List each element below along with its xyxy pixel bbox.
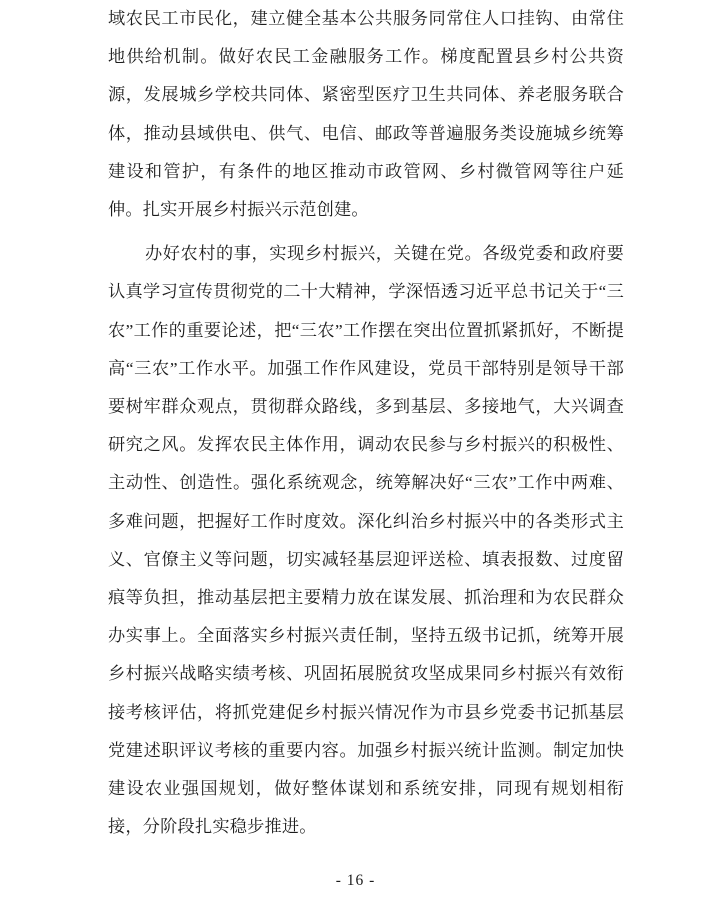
page-body (108, 0, 624, 846)
paragraph-2: 办好农村的事，实现乡村振兴，关键在党。各级党委和政府要认真学习宣传贯彻党的二十大精神，学深悟透习近平总书记关于“三农”工作的重要论述，把“三农”工作摆在突出位置抓紧抓好，不断提高“三农”工作水平。加强工作作风建设，党员干部特别是领导干部要树牢群众观点，贯彻群众路线，多到基层、多接地气，大兴调查研究之风。发挥农民主体作用，调动农民参与乡村振兴的积极性、主动性、创造性。强化系统观念，统筹解决好“三农”工作中两难、多难问题，把握好工作时度效。深化纠治乡村振兴中的各类形式主义、官僚主义等问题，切实减轻基层迎评送检、填表报数、过度留痕等负担，推动基层把主要精力放在谋发展、抓治理和为农民群众办实事上。全面落实乡村振兴责任制，坚持五级书记抓，统筹开展乡村振兴战略实绩考核、巩固拓展脱贫攻坚成果同乡村振兴有效衔接考核评估，将抓党建促乡村振兴情况作为市县乡党委书记抓基层党建述职评议考核的重要内容。加强乡村振兴统计监测。制定加快建设农业强国规划，做好整体谋划和系统安排，同现有规划相衔接，分阶段扎实稳步推进。 (108, 244, 624, 837)
page-number: - 16 - (335, 872, 376, 889)
paragraph-1: 域农民工市民化，建立健全基本公共服务同常住人口挂钩、由常住地供给机制。做好农民工金融服务工作。梯度配置县乡村公共资源，发展城乡学校共同体、紧密型医疗卫生共同体、养老服务联合体，推动县域供电、供气、电信、邮政等普遍服务类设施城乡统筹建设和管护，有条件的地区推动市政管网、乡村微管网等往户延伸。扎实开展乡村振兴示范创建。 (108, 9, 624, 220)
